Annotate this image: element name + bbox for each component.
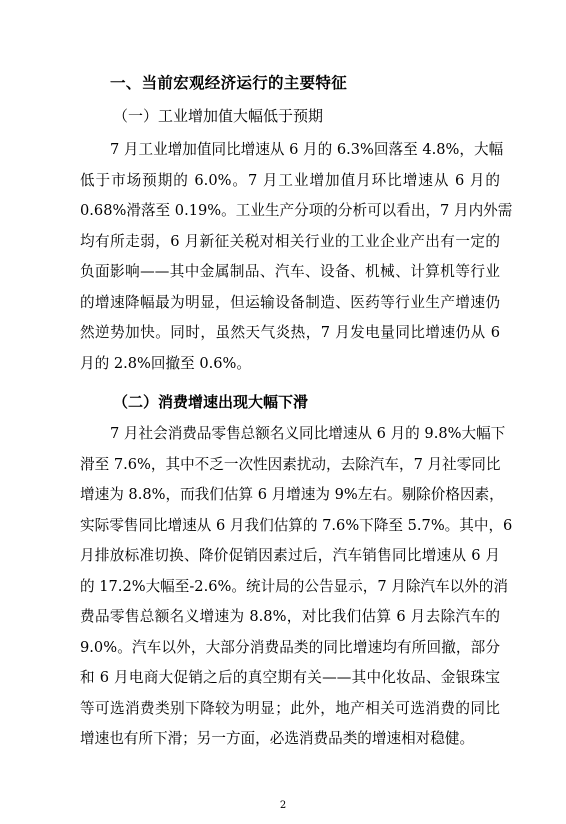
paragraph-line: 的增速降幅最为明显，但运输设备制造、医药等行业生产增速仍 xyxy=(80,293,500,311)
subsection-heading-industrial: （一）工业增加值大幅低于预期 xyxy=(113,107,324,125)
paragraph-consumption xyxy=(80,419,513,755)
subsection-heading-consumption: （二）消费增速出现大幅下滑 xyxy=(113,393,309,411)
paragraph-line: 7 月工业增加值同比增速从 6 月的 6.3%回落至 4.8%，大幅 xyxy=(110,141,504,158)
page-number: 2 xyxy=(279,800,287,811)
paragraph-line: 低于市场预期的 6.0%。7 月工业增加值月环比增速从 6 月的 xyxy=(80,171,500,189)
paragraph-line: 增速也有所下滑；另一方面，必选消费品类的增速相对稳健。 xyxy=(80,730,475,747)
section-heading: 一、当前宏观经济运行的主要特征 xyxy=(110,74,348,92)
paragraph-industrial xyxy=(80,135,513,379)
paragraph-line: 然逆势加快。同时，虽然天气炎热，7 月发电量同比增速仍从 6 xyxy=(80,324,500,341)
paragraph-line: 均有所走弱，6 月新征关税对相关行业的工业企业产出有一定的 xyxy=(80,232,500,250)
paragraph-line: 7 月社会消费品零售总额名义同比增速从 6 月的 9.8%大幅下 xyxy=(110,425,506,442)
paragraph-line: 的 17.2%大幅至-2.6%。统计局的公告显示，7 月除汽车以外的消 xyxy=(80,577,508,595)
paragraph-line: 增速为 8.8%，而我们估算 6 月增速为 9%左右。剔除价格因素， xyxy=(80,486,504,503)
paragraph-line: 负面影响——其中金属制品、汽车、设备、机械、计算机等行业 xyxy=(80,263,500,280)
paragraph-line: 费品零售总额名义增速为 8.8%，对比我们估算 6 月去除汽车的 xyxy=(80,608,500,625)
paragraph-line: 实际零售同比增速从 6 月我们估算的 7.6%下降至 5.7%。其中，6 xyxy=(80,516,513,534)
paragraph-line: 和 6 月电商大促销之后的真空期有关——其中化妆品、金银珠宝 xyxy=(80,669,500,686)
paragraph-line: 等可选消费类别下降较为明显；此外，地产相关可选消费的同比 xyxy=(80,699,500,717)
paragraph-line: 0.68%滑落至 0.19%。工业生产分项的分析可以看出，7 月内外需 xyxy=(80,202,513,219)
paragraph-line: 滑至 7.6%，其中不乏一次性因素扰动，去除汽车，7 月社零同比 xyxy=(80,455,501,473)
paragraph-line: 9.0%。汽车以外，大部分消费品类的同比增速均有所回撤，部分 xyxy=(80,638,500,656)
paragraph-line: 月的 2.8%回撤至 0.6%。 xyxy=(80,354,251,372)
paragraph-line: 月排放标准切换、降价促销因素过后，汽车销售同比增速从 6 月 xyxy=(80,547,500,564)
